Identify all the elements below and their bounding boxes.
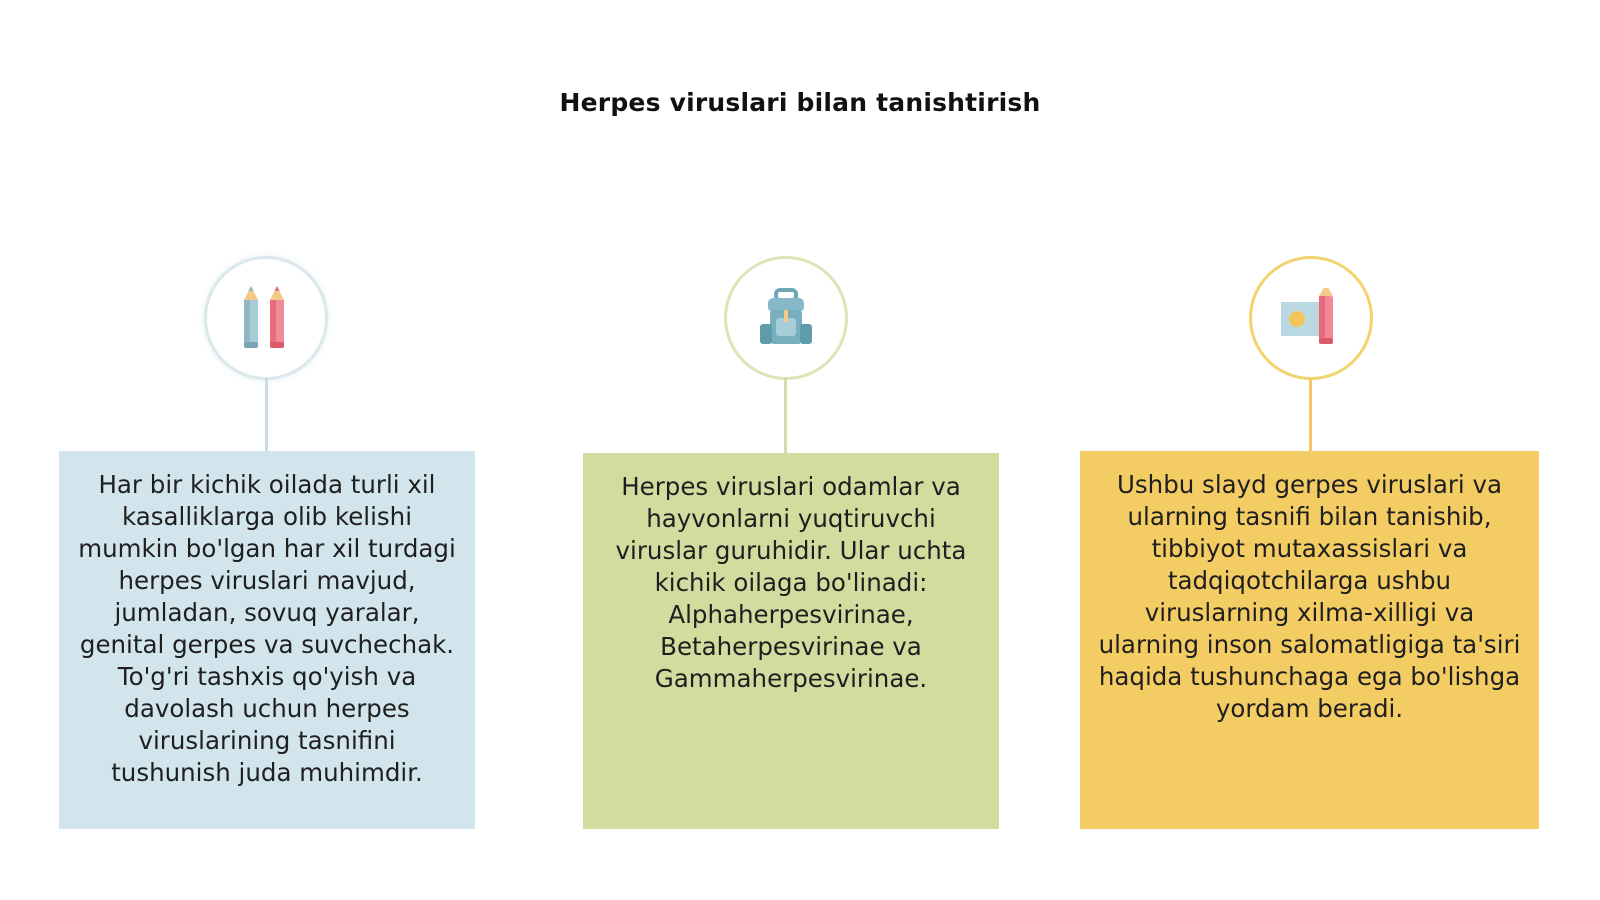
card-text-3: Ushbu slayd gerpes viruslari va ularning tasnifi bilan tanishib, tibbiyot mutaxassislari va tadqiqotchilarga ushbu viruslarning xilma-xilligi va ularning inson salomatligiga ta'siri haqida tushunchaga ega bo'lishga yordam beradi.: [1098, 470, 1521, 723]
card-text-1: Har bir kichik oilada turli xil kasalliklarga olib kelishi mumkin bo'lgan har xil turdagi herpes viruslari mavjud, jumladan, sovuq yaralar, genital gerpes va suvchechak. To'g'ri tashxis qo'yish va davolash uchun herpes viruslarining tasnifini tushunish juda muhimdir.: [78, 470, 456, 787]
backpack-icon: [756, 288, 816, 348]
connector-line-1: [265, 378, 268, 451]
slide-title: Herpes viruslari bilan tanishtirish: [559, 88, 1041, 117]
icon-circle-1: [204, 256, 328, 380]
icon-circle-2: [724, 256, 848, 380]
drawing-pencil-icon: [1279, 288, 1343, 348]
info-card-2: [583, 453, 999, 829]
connector-line-3: [1309, 378, 1312, 451]
connector-line-2: [784, 378, 787, 453]
pencils-icon: [238, 286, 294, 350]
card-text-2: Herpes viruslari odamlar va hayvonlarni yuqtiruvchi viruslar guruhidir. Ular uchta kichik oilaga bo'linadi: Alphaherpesvirinae, Betaherpesvirinae va Gammaherpesvirinae.: [615, 472, 967, 693]
icon-circle-3: [1249, 256, 1373, 380]
info-card-1: [59, 451, 475, 829]
info-card-3: [1080, 451, 1539, 829]
